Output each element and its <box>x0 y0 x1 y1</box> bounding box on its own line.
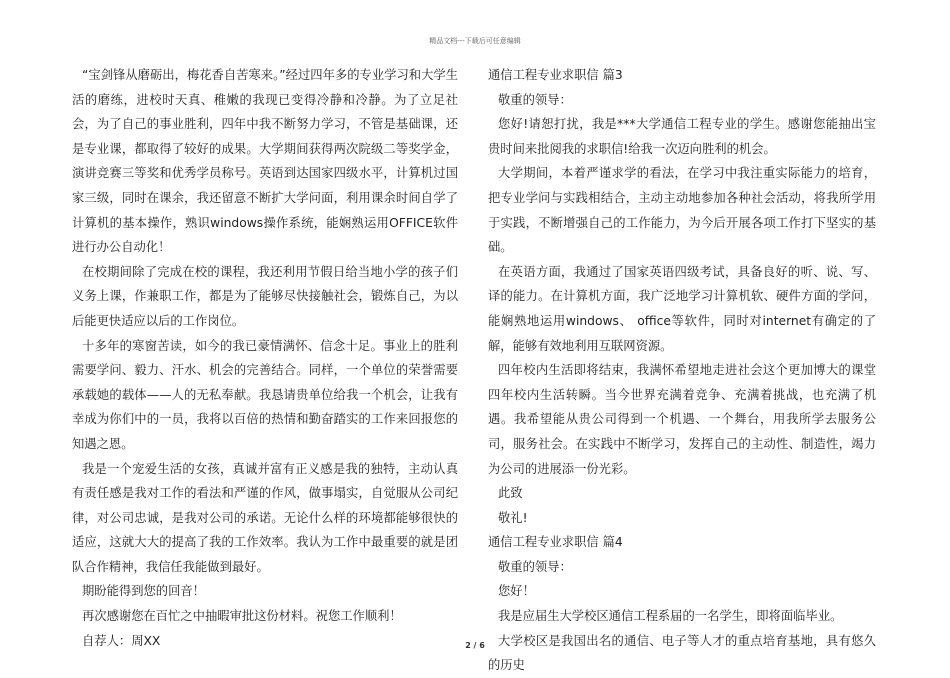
paragraph: 十多年的寒窗苦读，如今的我已豪情满怀、信念十足。事业上的胜利需要学问、毅力、汗水、机会的完善结合。同样，一个单位的荣誉需要承载她的载体——人的无私奉献。我恳请贵单位给我一个机会，让我有幸成为你们中的一员，我将以百倍的热情和勤奋踏实的工作来回报您的知遇之恩。 <box>72 338 458 451</box>
closing: 敬礼! <box>498 510 528 525</box>
paragraph: 四年校内生活即将结束，我满怀希望地走进社会这个更加博大的课堂四年校内生活转瞬。当今世界充满着竞争、充满着挑战，也充满了机遇。我希望能从贵公司得到一个机遇、一个舞台，用我所学去服务公司，服务社会。在实践中不断学习，发挥自己的主动性、制造性，竭力为公司的进展添一份光彩。 <box>488 363 876 476</box>
paragraph: 期盼能得到您的回音！ <box>82 584 205 599</box>
paragraph: 再次感谢您在百忙之中抽暇审批这份材料。祝您工作顺利！ <box>82 609 402 624</box>
paragraph: 我是应届生大学校区通信工程系届的一名学生，即将面临毕业。 <box>498 609 843 624</box>
paragraph: 您好!请恕打扰，我是***大学通信工程专业的学生。感谢您能抽出宝贵时间来批阅我的求职信!给我一次迈向胜利的机会。 <box>488 117 876 156</box>
paragraph: 大学校区是我国出名的通信、电子等人才的重点培育基地，具有悠久的历史 <box>488 633 876 673</box>
paragraph: 在校期间除了完成在校的课程，我还利用节假日给当地小学的孩子们义务上课，作兼职工作，都是为了能够尽快接触社会，锻炼自己，为以后能更快适应以后的工作岗位。 <box>72 264 458 328</box>
closing: 此致 <box>498 486 523 501</box>
right-column <box>488 63 876 678</box>
salutation: 敬重的领导： <box>498 92 572 107</box>
paragraph: 大学期间，本着严谨求学的看法，在学习中我注重实际能力的培育，把专业学问与实践相结合，主动主动地参加各种社会活动，将我所学用于实践，不断增强自己的工作能力，为今后开展各项工作打下坚实的基础。 <box>488 166 876 255</box>
paragraph: “宝剑锋从磨砺出，梅花香自苦寒来。”经过四年多的专业学习和大学生活的磨练，进校时天真、稚嫩的我现已变得冷静和冷静。为了立足社会，为了自己的事业胜利，四年中我不断努力学习，不管是基础课，还是专业课，都取得了较好的成果。大学期间获得两次院级二等奖学金，演讲竞赛三等奖和优秀学员称号。英语到达国家四级水平，计算机过国家三级，同时在课余，我还留意不断扩大学问面，利用课余时间自学了计算机的基本操作，熟识windows操作系统，能娴熟运用OFFICE软件进行办公自动化！ <box>72 68 458 255</box>
section-heading: 通信工程专业求职信 篇3 <box>488 68 623 82</box>
salutation: 敬重的领导： <box>498 559 572 574</box>
left-column <box>72 63 458 653</box>
section-heading: 通信工程专业求职信 篇4 <box>488 535 623 550</box>
paragraph: 在英语方面，我通过了国家英语四级考试，具备良好的听、说、写、译的能力。在计算机方面，我广泛地学习计算机软、硬件方面的学问，能娴熟地运用windows、 office等软件，同时对internet有确定的了解，能够有效地利用互联网资源。 <box>488 264 876 353</box>
greeting: 您好！ <box>498 584 535 599</box>
paragraph: 我是一个宠爱生活的女孩，真诚并富有正义感是我的独特，主动认真有责任感是我对工作的看法和严谨的作风，做事塌实，自觉服从公司纪律，对公司忠诚，是我对公司的承诺。无论什么样的环境都能够很快的适应，这就大大的提高了我的工作效率。我认为工作中最重要的就是团队合作精神，我信任我能做到最好。 <box>72 461 458 574</box>
signature-line: 自荐人：周XX <box>82 633 161 648</box>
page-header: 精品文档---下载后可任意编辑 <box>429 37 521 45</box>
page-number: 2 / 6 <box>465 641 485 650</box>
